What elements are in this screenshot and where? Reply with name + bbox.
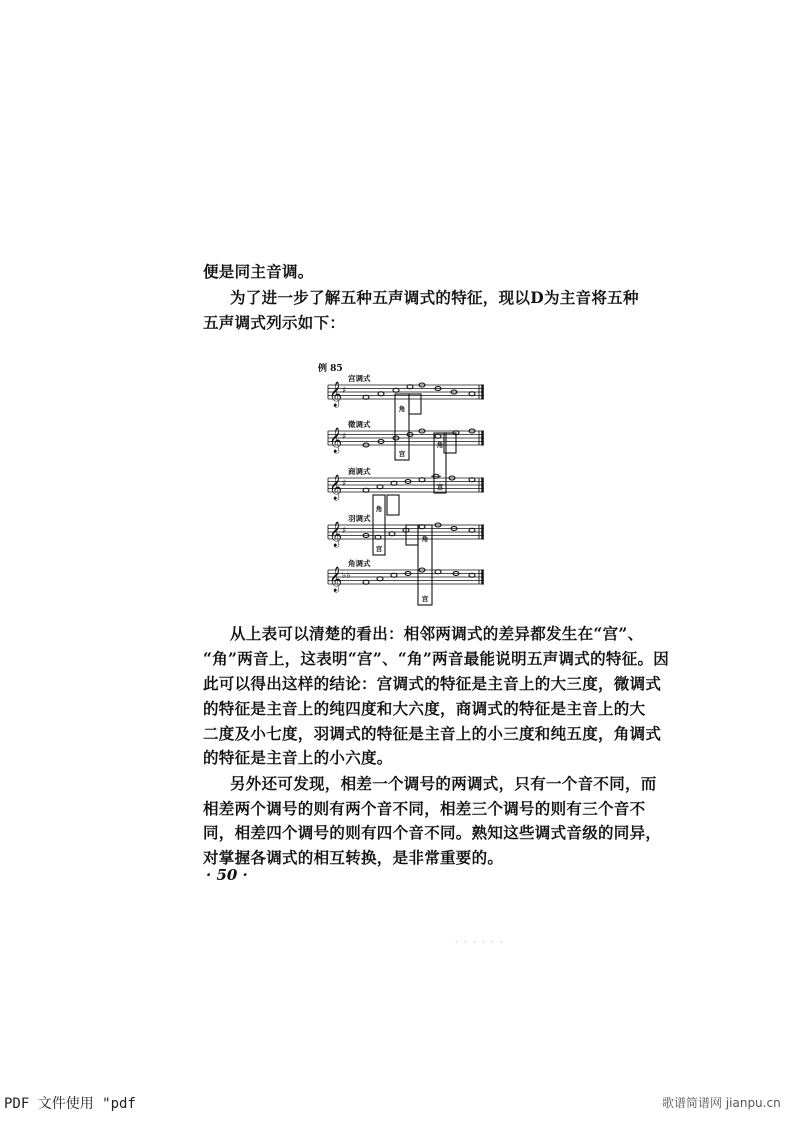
mode-title: 宫调式 xyxy=(348,374,371,383)
paragraph-line: 从上表可以清楚的看出：相邻两调式的差异都发生在“宫”、 xyxy=(230,624,644,643)
page-number: · 50 · xyxy=(206,866,248,884)
paragraph-line: 另外还可发现，相差一个调号的两调式，只有一个音不同，而 xyxy=(230,774,657,793)
box-label: 角 xyxy=(398,405,406,413)
key-signature-icon: ♯ xyxy=(342,479,347,489)
key-signature-icon: ♯ xyxy=(342,526,347,536)
staff xyxy=(328,474,484,500)
paragraph-line: “角”两音上，这表明“宫”、“角”两音最能说明五声调式的特征。因 xyxy=(203,649,670,668)
box-label: 宫 xyxy=(436,483,444,491)
mode-title: 羽调式 xyxy=(348,514,371,523)
mode-title: 商调式 xyxy=(348,467,371,476)
box-label: 宫 xyxy=(421,595,429,603)
example-label: 例 85 xyxy=(318,364,343,374)
mode-title: 角调式 xyxy=(348,559,371,568)
paragraph-line: 二度及小七度，羽调式的特征是主音上的小三度和纯五度，角调式 xyxy=(203,724,662,743)
staff xyxy=(328,566,484,592)
key-signature-icon: ♯ xyxy=(342,432,347,442)
mode-title: 徵调式 xyxy=(348,420,371,429)
paragraph-line: 此可以得出这样的结论：宫调式的特征是主音上的大三度，微调式 xyxy=(203,674,662,693)
paragraph-line: 的特征是主音上的小六度。 xyxy=(203,748,393,767)
paragraph-line: 同，相差四个调号的则有四个音不同。熟知这些调式音级的同异， xyxy=(203,823,662,842)
box-label: 角 xyxy=(421,535,429,543)
treble-clef-icon: 𝄞 xyxy=(329,382,343,407)
key-signature-icon: ♭♭ xyxy=(342,571,351,581)
music-example-figure xyxy=(318,370,490,610)
scan-noise: · · · · · · xyxy=(455,938,505,947)
treble-clef-icon: 𝄞 xyxy=(329,475,343,500)
staff xyxy=(328,427,484,453)
treble-clef-icon: 𝄞 xyxy=(329,428,343,453)
paragraph-line: 相差两个调号的则有两个音不同，相差三个调号的则有三个音不 xyxy=(203,799,646,818)
footer-watermark: 歌谱简谱网 jianpu.cn xyxy=(662,1096,781,1110)
highlight-box xyxy=(409,394,421,414)
paragraph-line: 对掌握各调式的相互转换，是非常重要的。 xyxy=(203,848,504,867)
box-label: 角 xyxy=(375,505,383,513)
footer-left-text: PDF 文件使用 "pdf xyxy=(4,1096,136,1112)
box-label: 宫 xyxy=(398,450,406,458)
treble-clef-icon: 𝄞 xyxy=(329,567,343,592)
treble-clef-icon: 𝄞 xyxy=(329,522,343,547)
highlight-box xyxy=(387,495,399,515)
paragraph-line: 的特征是主音上的纯四度和大六度，商调式的特征是主音上的大 xyxy=(203,699,646,718)
paragraph-line: 便是同主音调。 xyxy=(203,262,314,281)
paragraph-line: 五声调式列示如下： xyxy=(203,313,346,332)
box-label: 角 xyxy=(436,441,444,449)
box-label: 宫 xyxy=(375,545,383,553)
paragraph-line: 为了进一步了解五种五声调式的特征，现以D为主音将五种 xyxy=(230,288,639,307)
key-signature-icon: ♯ xyxy=(342,386,347,396)
